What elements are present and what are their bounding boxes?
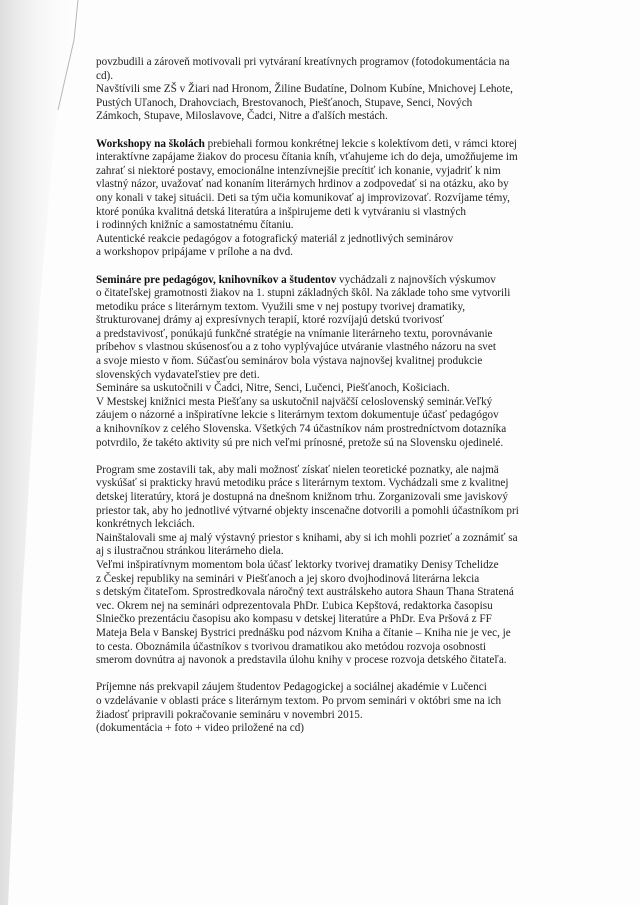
text-line: s detským čitateľom. Sprostredkovala náročný text austrálskeho autora Shaun Thana Stratená (96, 586, 514, 599)
paragraph-workshops (96, 138, 582, 260)
document-body (96, 56, 582, 736)
text-line: žiadosť pripravili pokračovanie semináru v novembri 2015. (96, 708, 363, 721)
text-line: V Mestskej knižnici mesta Piešťany sa uskutočnil najväčší celoslovenský seminár.Veľký (96, 395, 493, 408)
text-line: detskej literatúry, ktorá je dostupná na dnešnom knižnom trhu. Zorganizovali sme javiskový (96, 491, 508, 503)
text-line: priestor tak, aby ho jednotlivé výtvarné objekty inscenačne dotvorili a pomohli účastníkom pri (96, 504, 519, 517)
text-line: a svoje miesto v ňom. Súčasťou seminárov bola výstava najnovšej kvalitnej produkcie (96, 355, 483, 368)
text-line: vyskúšať si prakticky hravú metodiku práce s literárnym textom. Vychádzali sme z kvalitnej (96, 477, 509, 490)
text-line: Mateja Bela v Banskej Bystrici prednášku pod názvom Kniha a čítanie – Kniha nie je vec, je (96, 626, 511, 639)
text-line: aj s ilustračnou stránkou literárneho diela. (96, 545, 284, 558)
text-line: Nainštalovali sme aj malý výstavný priestor s knihami, aby si ich mohli pozrieť a zoznámiť sa (96, 531, 518, 544)
text-line: štrukturovanej drámy aj expresívnych terapií, ktoré rozvíjajú detskú tvorivosť (96, 314, 445, 327)
text-line: zahrať si niektoré postavy, emocionálne intenzívnejšie precítiť ich konanie, vyjadriť k nim (96, 164, 501, 177)
paragraph-program (96, 464, 582, 668)
text-line: Slniečko prezentáciu časopisu ako kompasu v detskej literatúre a PhDr. Eva Pršová z FF (96, 613, 492, 626)
text-line: Autentické reakcie pedagógov a fotografický materiál z jednotlivých seminárov (96, 232, 454, 245)
paragraph-students (96, 681, 582, 735)
text-line: a knihovníkov z celého Slovenska. Všetkých 74 účastníkov nám prostredníctvom dotazníka (96, 423, 507, 436)
text-line: a predstavivosť, ponúkajú funkčné stratégie na vnímanie literárneho textu, porovnávanie (96, 327, 493, 340)
text-line: interaktívne zapájame žiakov do procesu čítania kníh, vťahujeme ich do deja, umožňujeme im (96, 151, 518, 164)
text-line: smerom dovnútra aj navonok a predstavila úlohu knihy v procese rozvoja detského čitateľa. (96, 654, 507, 667)
workshops-heading: Workshopy na školách (96, 137, 205, 150)
text-line: Semináre sa uskutočnili v Čadci, Nitre, Senci, Lučenci, Piešťanoch, Košiciach. (96, 382, 450, 395)
text-line: potvrdilo, že takéto aktivity sú pre nich veľmi prínosné, pretože sú na Slovensku ojedinelé. (96, 436, 504, 449)
text-line: Program sme zostavili tak, aby mali možnosť získať nielen teoretické poznatky, ale najmä (96, 463, 499, 476)
text-line: o čitateľskej gramotnosti žiakov na 1. stupni základných škôl. Na základe toho sme vytvorili (96, 287, 511, 300)
text-line: povzbudili a zároveň motivovali pri vytváraní kreatívnych programov (fotodokumentácia na (96, 56, 510, 68)
text-line: Veľmi inšpiratívnym momentom bola účasť lektorky tvorivej dramatiky Denisy Tchelidze (96, 558, 499, 571)
text-line: konkrétnych lekciách. (96, 518, 195, 531)
workshops-first-line: Workshopy na školách prebiehali formou konkrétnej lekcie s kolektívom deti, v rámci ktorej (96, 137, 518, 150)
text-line: (dokumentácia + foto + video priložené na cd) (96, 722, 305, 735)
text-line: cd). (96, 69, 114, 82)
text-line: i rodinných knižníc a samostatnému čítaniu. (96, 219, 294, 232)
text-line: Navštívili sme ZŠ v Žiari nad Hronom, Žiline Budatíne, Dolnom Kubíne, Mnichovej Lehote, (96, 83, 513, 96)
text-line: Zámkoch, Stupave, Miloslavove, Čadci, Nitre a ďalších mestách. (96, 110, 388, 123)
seminars-first-line: Semináre pre pedagógov, knihovníkov a študentov vychádzali z najnovších výskumov (96, 273, 496, 286)
text-line: ony konali v takej situácii. Deti sa tým učia komunikovať aj improvizovať. Rozvíjame témy, (96, 191, 510, 204)
text-line: vlastný názor, uvažovať nad konaním literárnych hrdinov a zodpovedať si na otázku, ako by (96, 178, 509, 191)
paragraph-intro (96, 56, 582, 124)
text-line: metodiku práce s literárnym textom. Využili sme v nej postupy tvorivej dramatiky, (96, 300, 466, 313)
text-line: Príjemne nás prekvapil záujem študentov Pedagogickej a sociálnej akadémie v Lučenci (96, 681, 487, 694)
text-line: to cesta. Oboznámila účastníkov s tvorivou dramatikou ako metódou rozvoja osobnosti (96, 640, 486, 653)
text-line: ktoré ponúka kvalitná detská literatúra a inšpirujeme deti k vytváraniu si vlastných (96, 205, 467, 218)
paragraph-seminars (96, 274, 582, 451)
seminars-heading: Semináre pre pedagógov, knihovníkov a študentov (96, 273, 337, 286)
paper-fold-shadow (0, 0, 110, 905)
text-line: Pustých Uľanoch, Drahovciach, Brestovanoch, Piešťanoch, Stupave, Senci, Nových (96, 96, 473, 109)
text-line: o vzdelávanie v oblasti práce s literárnym textom. Po prvom seminári v októbri sme na ich (96, 694, 502, 707)
text-line: z Českej republiky na seminári v Piešťanoch a jej skoro dvojhodinová literárna lekcia (96, 572, 480, 585)
text-line: slovenských vydavateľstiev pre deti. (96, 368, 260, 381)
text-line: záujem o názorné a inšpiratívne lekcie s literárnym textom dokumentuje účasť pedagógov (96, 409, 499, 422)
text-line: príbehov s vlastnou skúsenosťou a z toho vyplývajúce utváranie vlastného názoru na svet (96, 341, 496, 354)
text-line: a workshopov pripájame v prílohe a na dvd. (96, 246, 293, 259)
text-line: vec. Okrem nej na seminári odprezentovala PhDr. Ľubica Kepštová, redaktorka časopisu (96, 599, 493, 612)
